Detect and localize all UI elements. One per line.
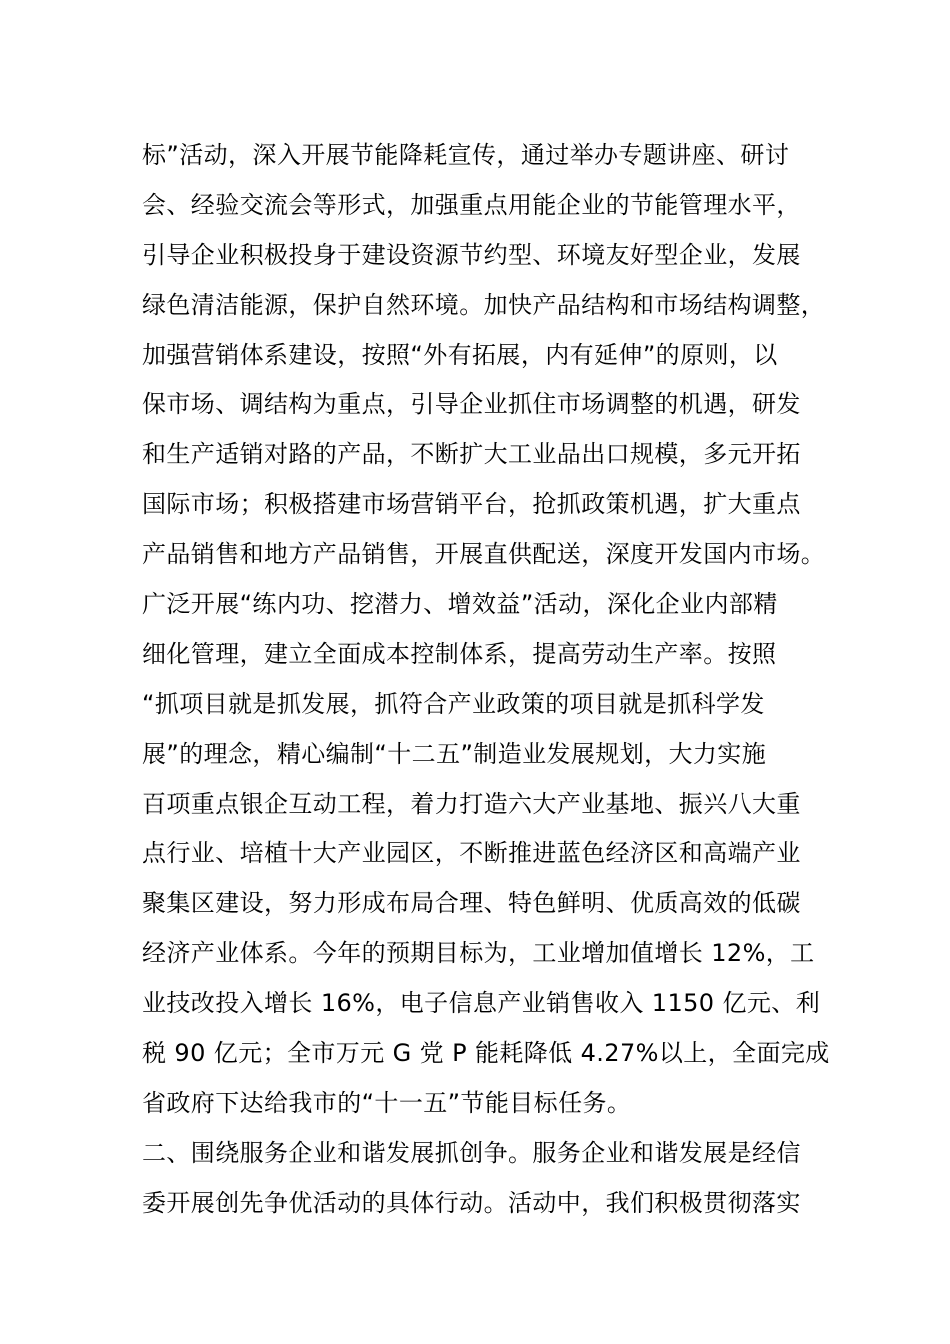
text-line: 经济产业体系。今年的预期目标为，工业增加值增长 12%，工 xyxy=(142,939,815,968)
text-line: 业技改投入增长 16%，电子信息产业销售收入 1150 亿元、利 xyxy=(142,989,821,1018)
text-line: 细化管理，建立全面成本控制体系，提高劳动生产率。按照 xyxy=(142,639,777,668)
text-line: 产品销售和地方产品销售，开展直供配送，深度开发国内市场。 xyxy=(142,540,826,569)
text-line: 税 90 亿元；全市万元 G 党 P 能耗降低 4.27%以上，全面完成 xyxy=(142,1039,830,1068)
text-line: 引导企业积极投身于建设资源节约型、环境友好型企业，发展 xyxy=(142,240,801,269)
text-line: 标”活动，深入开展节能降耗宣传，通过举办专题讲座、研讨 xyxy=(142,141,790,169)
text-line: 省政府下达给我市的“十一五”节能目标任务。 xyxy=(142,1088,632,1117)
text-line: 国际市场；积极搭建市场营销平台，抢抓政策机遇，扩大重点 xyxy=(142,490,801,519)
text-line: 展”的理念，精心编制“十二五”制造业发展规划，大力实施 xyxy=(142,739,767,768)
text-line: 保市场、调结构为重点，引导企业抓住市场调整的机遇，研发 xyxy=(142,390,801,419)
body-text xyxy=(142,131,842,1229)
text-line: 点行业、培植十大产业园区，不断推进蓝色经济区和高端产业 xyxy=(142,839,801,868)
text-line: 绿色清洁能源，保护自然环境。加快产品结构和市场结构调整， xyxy=(142,290,826,319)
text-line: 百项重点银企互动工程，着力打造六大产业基地、振兴八大重 xyxy=(142,789,801,818)
text-line: 广泛开展“练内功、挖潜力、增效益”活动，深化企业内部精 xyxy=(142,590,778,619)
text-line: 和生产适销对路的产品，不断扩大工业品出口规模，多元开拓 xyxy=(142,440,801,469)
text-line: “抓项目就是抓发展，抓符合产业政策的项目就是抓科学发 xyxy=(142,689,765,718)
text-line: 会、经验交流会等形式，加强重点用能企业的节能管理水平， xyxy=(142,190,801,219)
text-line: 加强营销体系建设，按照“外有拓展，内有延伸”的原则，以 xyxy=(142,340,778,369)
section-heading-line: 二、围绕服务企业和谐发展抓创争。服务企业和谐发展是经信 xyxy=(142,1138,801,1167)
text-line: 聚集区建设，努力形成布局合理、特色鲜明、优质高效的低碳 xyxy=(142,889,801,918)
text-line: 委开展创先争优活动的具体行动。活动中，我们积极贯彻落实 xyxy=(142,1188,801,1217)
